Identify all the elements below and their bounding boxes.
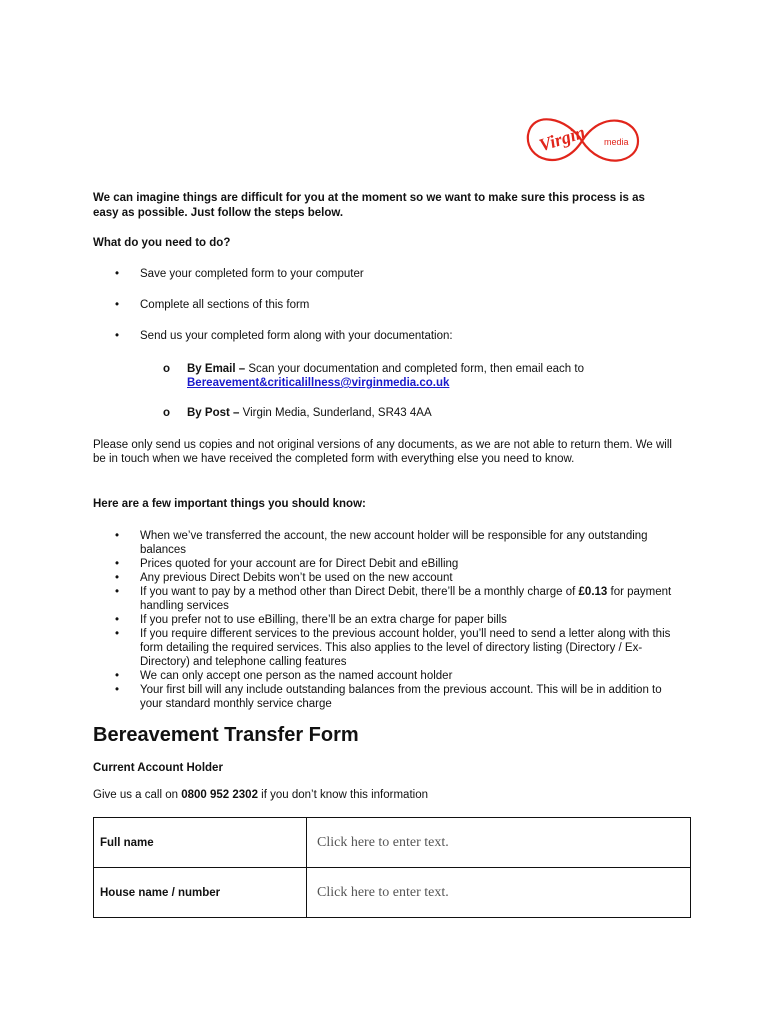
bullet-icon: • [115, 330, 120, 342]
post-text: Virgin Media, Sunderland, SR43 4AA [239, 407, 432, 419]
list-item: • Save your completed form to your computer [115, 268, 364, 280]
bullet-icon: • [115, 572, 120, 584]
table-row [94, 818, 691, 868]
list-item: • Complete all sections of this form [115, 299, 310, 311]
what-heading: What do you need to do? [93, 237, 231, 249]
house-number-field[interactable]: Click here to enter text. [307, 868, 691, 918]
intro-text: We can imagine things are difficult for you at the moment so we want to make sure this process is as easy as possible. Just follow the steps below. [93, 192, 645, 219]
email-text: Scan your documentation and completed form, then email each to [245, 363, 584, 375]
sub-bullet-icon: o [163, 407, 171, 419]
method-email [163, 362, 663, 390]
important-list [93, 529, 673, 711]
virgin-media-logo [522, 105, 642, 177]
bullet-icon: • [115, 299, 120, 311]
bullet-icon: • [115, 628, 120, 640]
current-holder-heading: Current Account Holder [93, 762, 223, 774]
list-item: • We can only accept one person as the named account holder [115, 670, 453, 682]
email-link[interactable]: Bereavement&criticalillness@virginmedia.co.uk [187, 377, 450, 389]
charge-amount: £0.13 [578, 586, 608, 598]
holder-form-table [93, 817, 691, 918]
list-item: • Send us your completed form along with your documentation: [115, 330, 453, 342]
form-title: Bereavement Transfer Form [93, 724, 359, 746]
logo-media-text: media [604, 137, 629, 147]
sub-bullet-icon: o [163, 363, 171, 375]
bullet-icon: • [115, 684, 120, 696]
logo-virgin-text: Virgin [536, 121, 588, 156]
important-heading: Here are a few important things you should know: [93, 498, 366, 510]
copies-paragraph: Please only send us copies and not original versions of any documents, as we are not able to return them. We will be in touch when we have received the completed form with everything else you need to know. [93, 439, 672, 465]
bullet-icon: • [115, 670, 120, 682]
steps-list [93, 267, 693, 360]
list-item: • If you require different services to the previous account holder, you’ll need to send a letter along with this form detailing the required services. This also applies to the level of directory listing (Directory / Ex-Directory) and telephone calling features [115, 628, 671, 668]
list-item: • If you prefer not to use eBilling, there’ll be an extra charge for paper bills [115, 614, 507, 626]
full-name-field[interactable]: Click here to enter text. [307, 818, 691, 868]
list-item: • When we’ve transferred the account, the new account holder will be responsible for any outstanding balances [115, 530, 648, 556]
list-item: • If you want to pay by a method other than Direct Debit, there’ll be a monthly charge of £0.13 for payment handling services [115, 586, 672, 612]
table-row [94, 868, 691, 918]
list-item: • Any previous Direct Debits won’t be used on the new account [115, 572, 453, 584]
post-label: By Post – [187, 407, 240, 419]
bullet-icon: • [115, 586, 120, 598]
method-post [163, 406, 663, 420]
list-item: • Prices quoted for your account are for Direct Debit and eBilling [115, 558, 459, 570]
bullet-icon: • [115, 558, 120, 570]
bullet-icon: • [115, 614, 120, 626]
email-label: By Email – [187, 363, 246, 375]
list-item: • Your first bill will any include outstanding balances from the previous account. This will be in addition to your standard monthly service charge [115, 684, 662, 710]
call-info: Give us a call on 0800 952 2302 if you don’t know this information [93, 789, 428, 801]
full-name-label: Full name [94, 818, 307, 868]
bullet-icon: • [115, 268, 120, 280]
bullet-icon: • [115, 530, 120, 542]
house-number-label: House name / number [94, 868, 307, 918]
phone-number: 0800 952 2302 [181, 789, 258, 801]
